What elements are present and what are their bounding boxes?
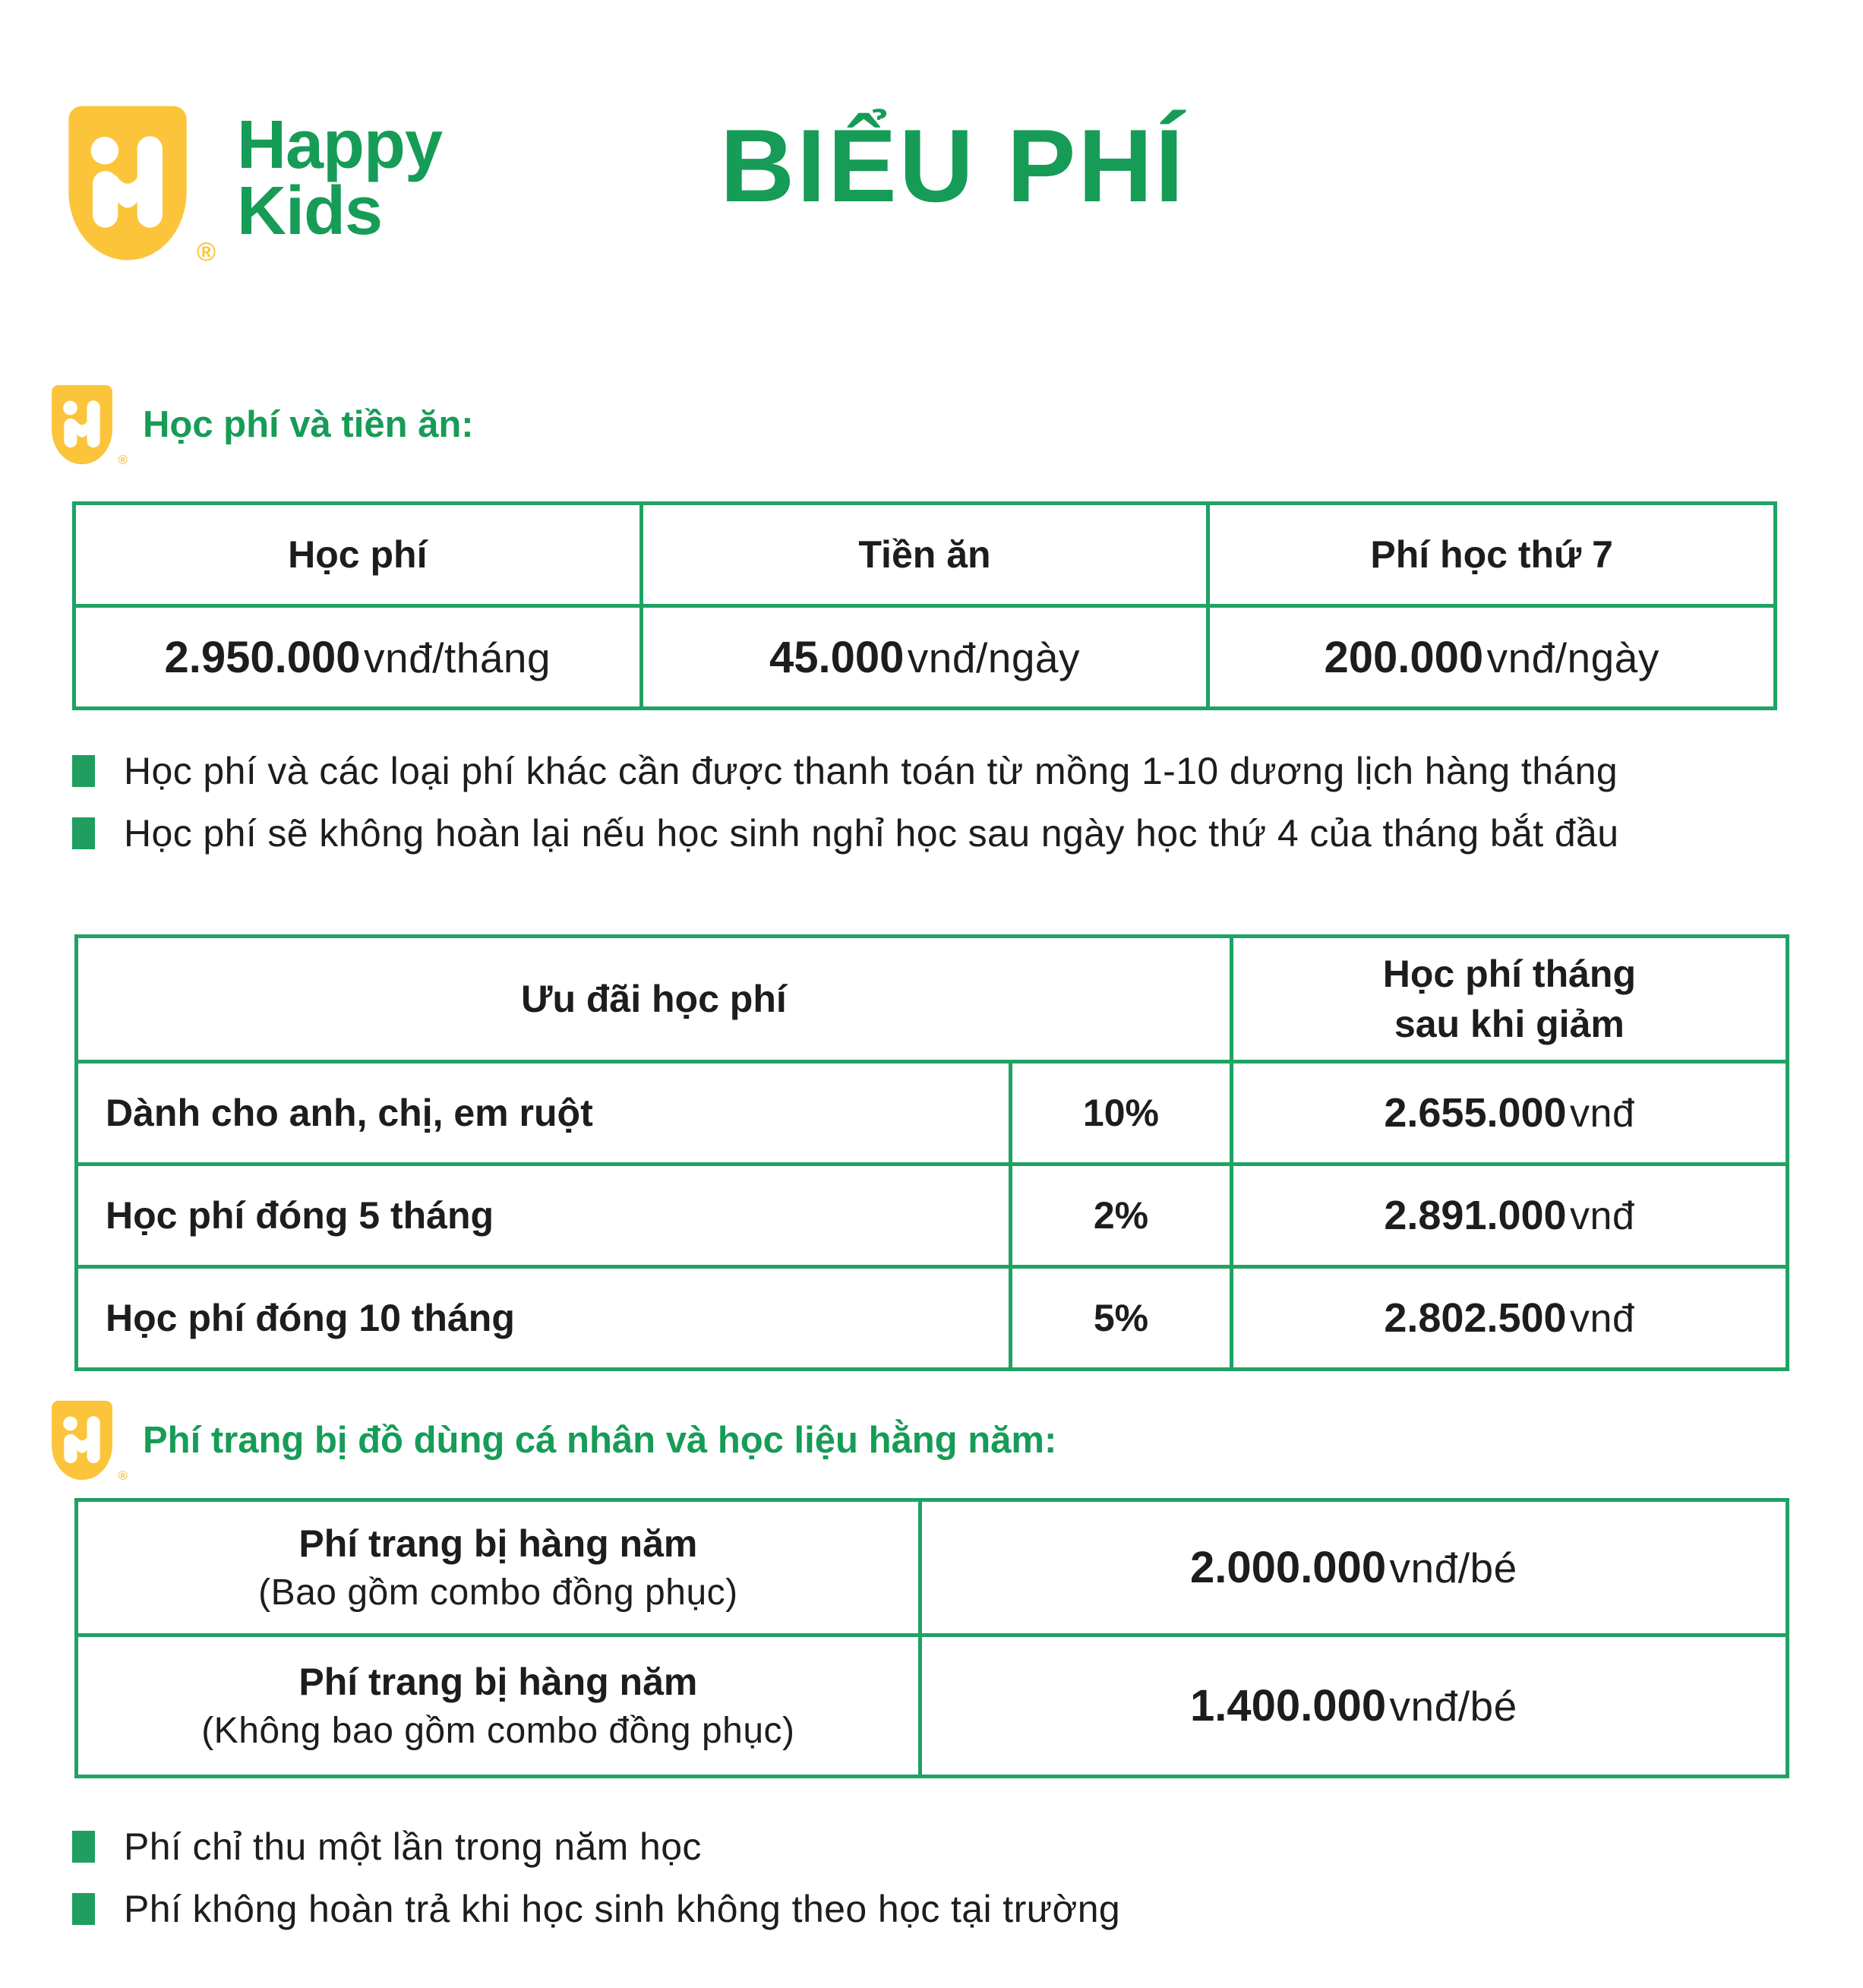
bullet-square-icon xyxy=(72,1831,95,1863)
section1-heading: Học phí và tiền ăn: xyxy=(143,404,474,445)
page-title: BIỂU PHÍ xyxy=(720,108,1186,223)
section2-heading: Phí trang bị đồ dùng cá nhân và học liệu hằng năm: xyxy=(143,1420,1057,1461)
happy-kids-logo-icon xyxy=(50,1400,128,1483)
happy-kids-logo-icon xyxy=(67,105,188,261)
note-item xyxy=(72,1887,1120,1931)
equipment-fee-table xyxy=(74,1498,1789,1778)
meal-unit: vnđ/ngày xyxy=(907,634,1081,681)
discount-amount-cell xyxy=(1231,1267,1787,1370)
discount-percent: 10% xyxy=(1011,1062,1232,1165)
discount-percent: 5% xyxy=(1011,1267,1232,1370)
brand-name-line1: Happy xyxy=(237,107,443,183)
happy-kids-logo xyxy=(67,105,216,267)
note-text: Phí chỉ thu một lần trong năm học xyxy=(124,1825,702,1868)
discount-row-siblings xyxy=(77,1062,1788,1165)
meal-amount: 45.000 xyxy=(769,632,905,682)
equipment-amount: 2.000.000 xyxy=(1190,1543,1387,1592)
equipment-label-cell xyxy=(77,1636,920,1777)
bullet-square-icon xyxy=(72,817,95,849)
section2-heading-row xyxy=(50,1400,1056,1481)
saturday-amount: 200.000 xyxy=(1324,632,1484,682)
brand-block xyxy=(67,105,443,267)
tuition-amount: 2.950.000 xyxy=(164,632,361,682)
registered-mark: ® xyxy=(118,453,128,467)
tuition-meal-table xyxy=(72,501,1777,710)
table-value-row xyxy=(74,606,1776,709)
bullet-square-icon xyxy=(72,1893,95,1925)
equipment-row-without-uniform xyxy=(77,1636,1788,1777)
equipment-unit: vnđ/bé xyxy=(1389,1683,1517,1730)
discount-label: Học phí đóng 5 tháng xyxy=(77,1165,1011,1267)
section2-notes xyxy=(72,1825,1120,1931)
note-text: Học phí và các loại phí khác cần được thanh toán từ mồng 1-10 dương lịch hàng tháng xyxy=(124,750,1618,792)
equipment-label-cell xyxy=(77,1500,920,1636)
registered-mark: ® xyxy=(196,238,216,267)
brand-wordmark xyxy=(237,107,443,250)
equipment-label-sub: (Không bao gồm combo đồng phục) xyxy=(201,1711,795,1751)
tuition-value-cell xyxy=(74,606,642,709)
section1-heading-row xyxy=(50,384,474,465)
header-hoc-phi: Học phí xyxy=(74,504,642,606)
discount-amount: 2.891.000 xyxy=(1384,1193,1567,1238)
discount-amount: 2.802.500 xyxy=(1384,1295,1567,1341)
discount-header-right-line1: Học phí tháng xyxy=(1382,953,1637,995)
discount-unit: vnđ xyxy=(1570,1194,1635,1238)
discount-unit: vnđ xyxy=(1570,1092,1635,1136)
header-phi-hoc-thu-7: Phí học thứ 7 xyxy=(1208,504,1776,606)
equipment-amount: 1.400.000 xyxy=(1190,1681,1387,1730)
discount-table xyxy=(74,934,1789,1371)
discount-row-10-months xyxy=(77,1267,1788,1370)
discount-label: Dành cho anh, chị, em ruột xyxy=(77,1062,1011,1165)
brand-name-line2: Kids xyxy=(237,173,383,250)
equipment-row-with-uniform xyxy=(77,1500,1788,1636)
discount-amount-cell xyxy=(1231,1062,1787,1165)
note-text: Học phí sẽ không hoàn lại nếu học sinh nghỉ học sau ngày học thứ 4 của tháng bắt đầu xyxy=(124,812,1619,855)
discount-header-right xyxy=(1231,937,1787,1062)
happy-kids-logo-icon xyxy=(50,384,128,467)
discount-label: Học phí đóng 10 tháng xyxy=(77,1267,1011,1370)
discount-amount: 2.655.000 xyxy=(1384,1090,1567,1136)
equipment-label-sub: (Bao gồm combo đồng phục) xyxy=(258,1572,738,1613)
discount-percent: 2% xyxy=(1011,1165,1232,1267)
saturday-unit: vnđ/ngày xyxy=(1486,634,1659,681)
discount-row-5-months xyxy=(77,1165,1788,1267)
saturday-value-cell xyxy=(1208,606,1776,709)
registered-mark: ® xyxy=(118,1468,128,1483)
equipment-label-bold: Phí trang bị hàng năm xyxy=(298,1522,698,1565)
tuition-unit: vnđ/tháng xyxy=(364,634,551,681)
table-header-row xyxy=(74,504,1776,606)
note-item xyxy=(72,749,1618,793)
discount-header-row xyxy=(77,937,1788,1062)
discount-amount-cell xyxy=(1231,1165,1787,1267)
note-item xyxy=(72,811,1618,855)
note-item xyxy=(72,1825,1120,1869)
equipment-amount-cell xyxy=(920,1636,1787,1777)
equipment-amount-cell xyxy=(920,1500,1787,1636)
header-tien-an: Tiền ăn xyxy=(641,504,1208,606)
section1-notes xyxy=(72,749,1618,855)
note-text: Phí không hoàn trả khi học sinh không theo học tại trường xyxy=(124,1888,1121,1930)
equipment-unit: vnđ/bé xyxy=(1389,1544,1517,1591)
bullet-square-icon xyxy=(72,755,95,787)
discount-header-left: Ưu đãi học phí xyxy=(77,937,1232,1062)
equipment-label-bold: Phí trang bị hàng năm xyxy=(298,1661,698,1703)
meal-value-cell xyxy=(641,606,1208,709)
discount-unit: vnđ xyxy=(1570,1297,1635,1341)
discount-header-right-line2: sau khi giảm xyxy=(1394,1003,1625,1045)
